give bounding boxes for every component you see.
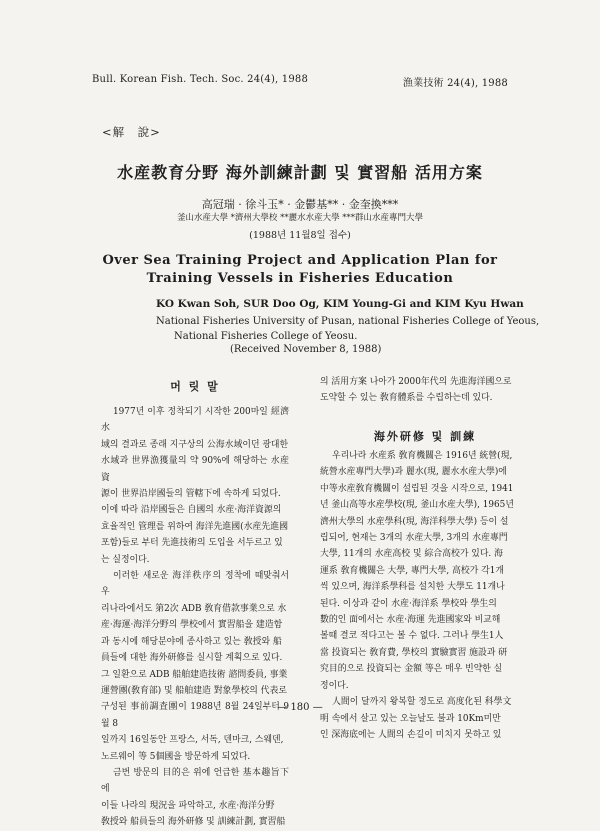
text-line: 員들에 대한 海外研修를 실시할 계획으로 있다. xyxy=(101,653,283,664)
text-line: 統營水産專門大學)과 麗水(現, 麗水水産大學)에 xyxy=(320,467,507,478)
text-line: 이들 나라의 現況을 파악하고, 水産·海洋分野 xyxy=(101,800,275,811)
english-affiliation-line-1: National Fisheries University of Pusan, national Fisheries College of Yeous, xyxy=(156,316,540,327)
text-line: 敎授와 船員들의 海外研修 및 訓練計劃, 實習船 xyxy=(101,817,286,828)
text-line: 우리나라 水産系 敎育機關은 1916년 統營(現, xyxy=(332,451,513,461)
text-line: 이러한 새로운 海洋秩序의 정착에 때맞춰서 우 xyxy=(101,571,289,598)
intro-paragraph-3 xyxy=(101,765,289,831)
text-line: 當 投資되는 敎育費, 學校의 實驗實習 施設과 研 xyxy=(320,647,508,658)
right-column-continuation xyxy=(320,374,528,407)
text-line: 립되어, 현재는 3개의 水産大學, 3개의 水産專門 xyxy=(320,533,508,544)
english-affiliation-line-2: National Fisheries College of Yeosu. xyxy=(174,331,358,342)
text-line: 는 실정이다. xyxy=(101,554,150,565)
intro-column xyxy=(101,404,289,831)
text-line: 人間이 달까지 왕복할 정도로 高度化된 科學文 xyxy=(332,697,512,708)
english-title xyxy=(0,252,600,288)
training-heading: 海外研修 및 訓練 xyxy=(373,430,477,443)
korean-received-date: (1988년 11월8일 접수) xyxy=(249,230,351,241)
text-line: 리나라에서도 第2次 ADB 敎育借款事業으로 水 xyxy=(101,603,287,614)
text-line: 明 속에서 살고 있는 오늘날도 불과 10Km미만 xyxy=(320,713,501,724)
text-line: 씩 있으며, 海洋系學科를 설치한 大學도 11개나 xyxy=(320,582,505,593)
training-column xyxy=(320,448,528,743)
english-received-date: (Received November 8, 1988) xyxy=(230,344,382,355)
intro-paragraph-2 xyxy=(101,568,289,765)
korean-affiliations: 釜山水産大學 *濟州大學校 **麗水水産大學 ***群山水産專門大學 xyxy=(176,213,424,223)
text-line: 數的인 面에서는 水産·海運 先進國家와 비교해 xyxy=(320,615,501,626)
text-line: 노르웨이 等 5個國을 방문하게 되었다. xyxy=(101,751,251,762)
text-line: 구성된 事前調査團이 1988년 8월 24일부터 9월 8 xyxy=(101,702,289,729)
section-label: <解 說> xyxy=(102,125,161,139)
text-line: 일까지 16일동안 프랑스, 서독, 덴마크, 스웨덴, xyxy=(101,735,284,746)
text-line: 究目的으로 投資되는 金額 等은 매우 빈약한 실 xyxy=(320,664,503,675)
text-line: 源이 世界沿岸國들의 管轄下에 속하게 되었다. xyxy=(101,489,281,500)
text-line: 大學, 11개의 水産高校 및 綜合高校가 있다. 海 xyxy=(320,549,503,560)
text-line: 정이다. xyxy=(320,680,349,691)
text-line: 1977년 이후 정착되기 시작한 200마일 經濟水 xyxy=(101,407,289,434)
text-line: 볼때 결코 적다고는 볼 수 없다. 그러나 學生1人 xyxy=(320,631,504,642)
text-line: 運營團(敎育部) 및 船舶建造 對象學校의 代表로 xyxy=(101,685,287,696)
korean-authors: 高冠瑞 · 徐斗玉* · 金鬱基** · 金奎換*** xyxy=(201,198,399,211)
text-line: 과 동시에 해당분야에 종사하고 있는 敎授와 船 xyxy=(101,636,282,647)
text-line: 효율적인 管理를 위하여 海洋先進國(水産先進國 xyxy=(101,521,289,532)
text-line: 運系 敎育機關은 大學, 專門大學, 高校가 각1개 xyxy=(320,565,504,576)
text-line: 포함)들로 부터 先進技術의 도입을 서두르고 있 xyxy=(101,538,283,549)
intro-heading: 머 릿 말 xyxy=(170,380,220,393)
text-line: 濟州大學의 水産學科(現, 海洋科學大學) 등이 설 xyxy=(320,516,509,527)
korean-title: 水産教育分野 海外訓練計劃 및 實習船 活用方案 xyxy=(117,163,483,182)
page-number: — 180 — xyxy=(277,702,323,713)
running-header-right: 漁業技術 24(4), 1988 xyxy=(402,78,508,89)
text-line: 域의 결과로 종래 지구상의 公海水域이던 광대한 xyxy=(101,439,289,450)
running-header-left: Bull. Korean Fish. Tech. Soc. 24(4), 1988 xyxy=(92,74,309,85)
intro-paragraph-1 xyxy=(101,404,289,568)
text-line: 이에 따라 沿岸國들은 自國의 水産·海洋資源의 xyxy=(101,505,282,516)
text-line: 인 深海底에는 人間의 손길이 미치지 못하고 있 xyxy=(320,729,502,740)
english-authors: KO Kwan Soh, SUR Doo Og, KIM Young-Gi and KIM Kyu Hwan xyxy=(156,298,524,310)
text-line: 도약할 수 있는 敎育體系를 수립하는데 있다. xyxy=(320,393,493,404)
text-line: 中等水産敎育機關이 설립된 것을 시작으로, 1941 xyxy=(320,483,514,494)
text-line: 된다. 이상과 같이 水産·海洋系 學校와 學生의 xyxy=(320,598,497,609)
text-line: 금번 방문의 目的은 위에 언급한 基本趣旨下에 xyxy=(101,767,289,795)
text-line: 水域과 世界漁獲量의 약 90%에 해당하는 水産資 xyxy=(101,456,289,483)
english-affiliations xyxy=(156,314,556,344)
english-title-line-1: Over Sea Training Project and Application Plan for xyxy=(102,253,498,268)
text-line: 産·海運·海洋分野의 學校에서 實習船을 建造함 xyxy=(101,620,283,631)
text-line: 그 일환으로 ADB 船舶建造技術 諮問委員, 事業 xyxy=(101,669,288,680)
text-line: 의 活用方案 나아가 2000年代의 先進海洋國으로 xyxy=(320,377,512,387)
text-line: 년 釜山高等水産學校(現, 釜山水産大學), 1965년 xyxy=(320,500,514,511)
english-title-line-2: Training Vessels in Fisheries Education xyxy=(146,271,454,286)
training-paragraph-1 xyxy=(320,448,528,694)
